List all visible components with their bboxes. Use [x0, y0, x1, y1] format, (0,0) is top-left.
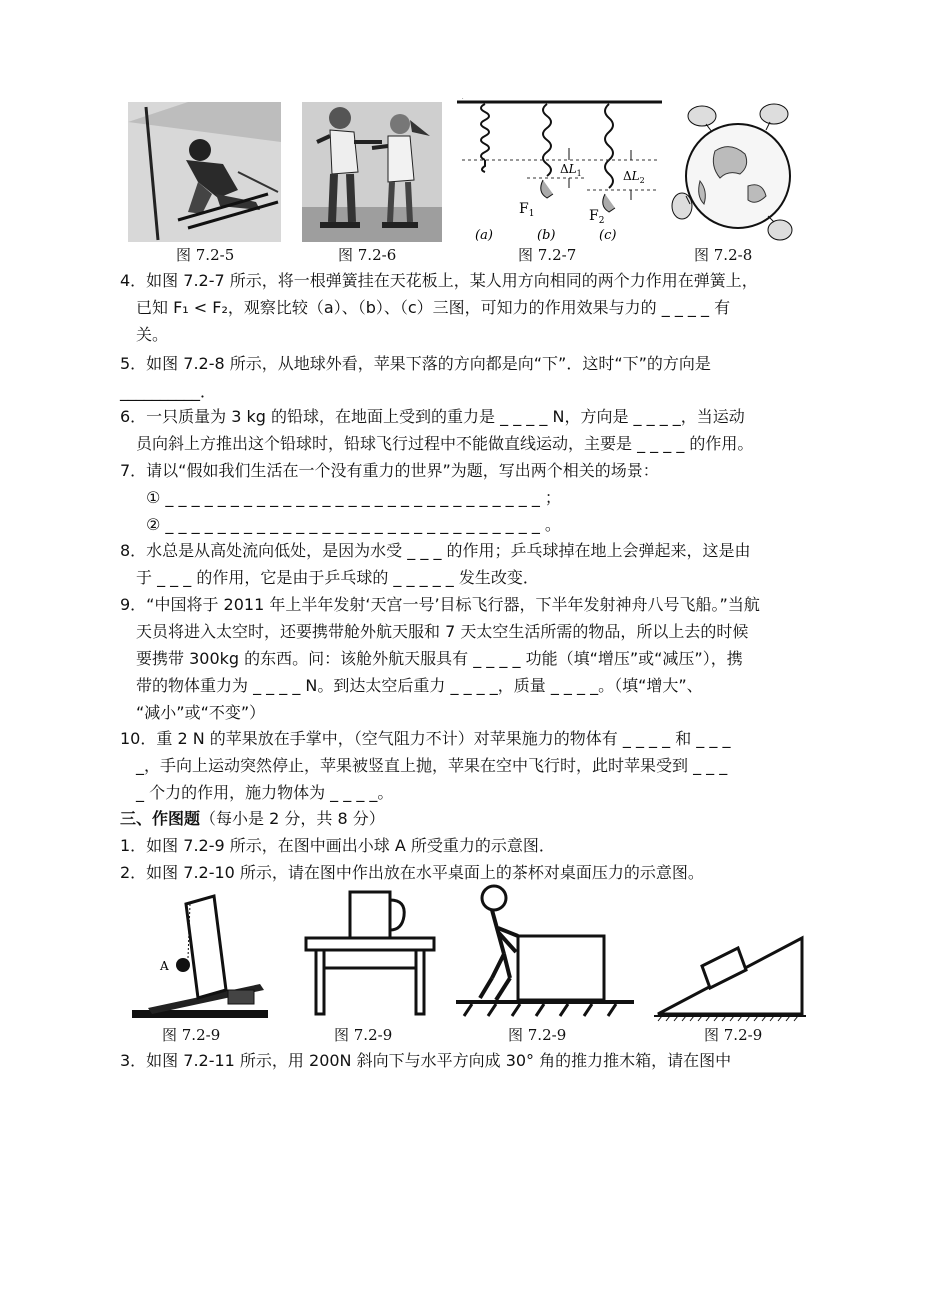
question-5-line-2: __________． [120, 382, 217, 401]
label-c: (c) [599, 228, 617, 243]
pendulum-ramp-illustration [130, 892, 270, 1020]
question-9-line-2: 天员将进入太空时，还要携带舱外航天服和 7 天太空生活所需的物品，所以上去的时候 [136, 622, 749, 641]
earth-illustration [670, 96, 804, 244]
f1-label: $F_1$ [519, 201, 535, 219]
question-8-line-2: 于 _ _ _ 的作用，它是由于乒乓球的 _ _ _ _ _ 发生改变． [136, 568, 539, 587]
question-7-blank-2: ② _ _ _ _ _ _ _ _ _ _ _ _ _ _ _ _ _ _ _ _ _ _ _ _ _ _ _ _ _ 。 [146, 515, 561, 534]
table-cup-illustration [302, 888, 438, 1020]
label-a: (a) [475, 228, 493, 243]
question-9-line-5: “减小”或“不变”） [136, 703, 266, 722]
skier-illustration [128, 102, 281, 242]
caption-fig-7-2-6: 图 7.2-6 [338, 246, 397, 264]
caption-fig-7-2-9-b: 图 7.2-9 [334, 1026, 393, 1044]
caption-fig-7-2-8: 图 7.2-8 [694, 246, 753, 264]
section-3-heading [120, 809, 385, 829]
question-9-line-3: 要携带 300kg 的东西。问：该舱外航天服具有 _ _ _ _ 功能（填“增压”或“减压”），携 [136, 649, 743, 668]
question-5-line-1: 5．如图 7.2-8 所示，从地球外看，苹果下落的方向都是向“下”．这时“下”的方向是 [120, 354, 711, 373]
skaters-illustration [302, 102, 442, 242]
question-4-line-1: 4．如图 7.2-7 所示，将一根弹簧挂在天花板上，某人用方向相同的两个力作用在弹簧上， [120, 271, 758, 290]
question-4-line-3: 关。 [136, 325, 169, 344]
question-9-line-1: 9．“中国将于 2011 年上半年发射‘天宫一号’目标飞行器，下半年发射神舟八号飞船。”当航 [120, 595, 760, 614]
skier-photo [128, 102, 281, 242]
push-box-figure [452, 874, 636, 1020]
question-10-line-3: _ 个力的作用，施力物体为 _ _ _ _。 [136, 783, 394, 802]
delta-l2: $\Delta L_2$ [623, 169, 645, 185]
question-4-line-2: 已知 F₁ < F₂，观察比较（a）、（b）、（c）三图，可知力的作用效果与力的 _ _ _ _ 有 [136, 298, 731, 317]
question-6-line-1: 6．一只质量为 3 kg 的铅球，在地面上受到的重力是 _ _ _ _ N，方向是 _ _ _ _，当运动 [120, 407, 745, 426]
springs-illustration [457, 98, 662, 243]
question-8-line-1: 8．水总是从高处流向低处，是因为水受 _ _ _ 的作用；乒乓球掉在地上会弹起来，这是由 [120, 541, 751, 560]
section-3-title: 三、作图题 [120, 809, 201, 828]
caption-fig-7-2-5: 图 7.2-5 [176, 246, 235, 264]
table-cup-figure [302, 888, 438, 1020]
section-3-question-3: 3．如图 7.2-11 所示，用 200N 斜向下与水平方向成 30° 角的推力推木箱，请在图中 [120, 1051, 732, 1070]
question-10-line-1: 10．重 2 N 的苹果放在手掌中，（空气阻力不计）对苹果施力的物体有 _ _ _ _ 和 _ _ _ [120, 729, 731, 748]
ball-a-label: A [160, 959, 169, 973]
incline-block-figure [654, 930, 806, 1022]
caption-fig-7-2-7: 图 7.2-7 [518, 246, 577, 264]
f2-label: $F_2$ [589, 208, 605, 226]
label-b: (b) [537, 228, 556, 243]
section-3-question-1: 1．如图 7.2-9 所示，在图中画出小球 A 所受重力的示意图． [120, 836, 555, 855]
push-box-illustration [452, 874, 636, 1020]
question-10-line-2: _，手向上运动突然停止，苹果被竖直上抛，苹果在空中飞行时，此时苹果受到 _ _ _ [136, 756, 728, 775]
caption-fig-7-2-9-d: 图 7.2-9 [704, 1026, 763, 1044]
skaters-figure [302, 102, 442, 242]
caption-fig-7-2-9-c: 图 7.2-9 [508, 1026, 567, 1044]
delta-l1: $\Delta L_1$ [560, 162, 582, 178]
question-9-line-4: 带的物体重力为 _ _ _ _ N。到达太空后重力 _ _ _ _，质量 _ _ _ _。（填“增大”、 [136, 676, 703, 695]
question-6-line-2: 员向斜上方推出这个铅球时，铅球飞行过程中不能做直线运动，主要是 _ _ _ _ 的作用。 [136, 434, 754, 453]
incline-block-illustration [654, 930, 806, 1022]
question-7-blank-1: ① _ _ _ _ _ _ _ _ _ _ _ _ _ _ _ _ _ _ _ _ _ _ _ _ _ _ _ _ _ ； [146, 488, 561, 507]
section-3-question-2: 2．如图 7.2-10 所示，请在图中作出放在水平桌面上的茶杯对桌面压力的示意图。 [120, 863, 704, 882]
caption-fig-7-2-9-a: 图 7.2-9 [162, 1026, 221, 1044]
springs-figure [457, 98, 662, 243]
pendulum-ramp-figure [130, 892, 270, 1020]
question-7-line-1: 7．请以“假如我们生活在一个没有重力的世界”为题，写出两个相关的场景： [120, 461, 659, 480]
earth-figure [670, 96, 804, 244]
section-3-note: （每小是 2 分，共 8 分） [200, 809, 385, 828]
